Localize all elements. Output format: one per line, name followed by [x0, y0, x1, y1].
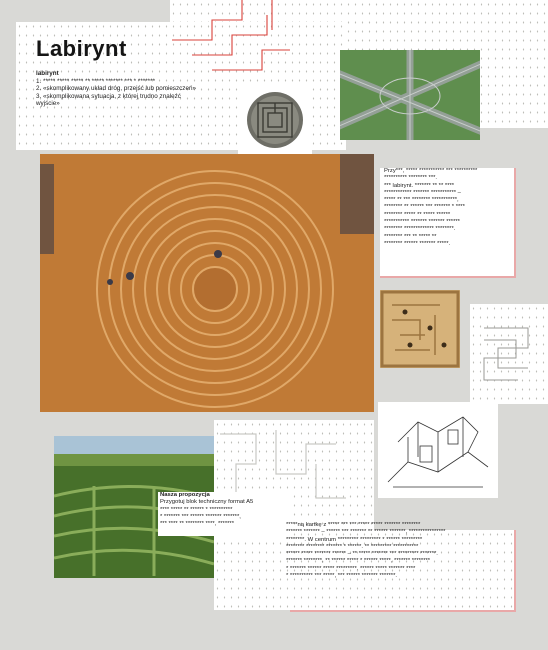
- proposal-box: [158, 492, 292, 536]
- tilt-maze-photo: [380, 290, 460, 368]
- description-line-4: ************ ******* *********** –: [384, 189, 461, 196]
- instructions-line-5: ****** ***** ******* ****** – ** ***** ******* *** ********* *******.: [286, 551, 438, 558]
- highway-interchange-photo: [340, 50, 480, 140]
- instructions-border-bottom: [290, 610, 516, 612]
- instructions-box: [286, 522, 512, 580]
- maze-doodle-top: [172, 0, 292, 80]
- description-line-2: ********** ******** ***.: [384, 175, 438, 182]
- ancient-labyrinth-coin: [238, 84, 312, 156]
- escher-drawing: [378, 402, 498, 498]
- description-border-right: [514, 168, 516, 278]
- description-box: [380, 168, 514, 276]
- description-line-10: ******** *** ** ***** **: [384, 233, 437, 240]
- instructions-line-3: ********. W centrum ********* ********* * ****** *********: [286, 536, 423, 543]
- description-line-11: ******** ****** ******* *****.: [384, 240, 451, 247]
- description-line-8: *********** ******* ******* ******: [384, 219, 460, 226]
- definition-heading: labirynt: [36, 70, 59, 77]
- instructions-line-6: ******* ********, ** ****** ***** * ****** *****, ******* ********: [286, 558, 431, 565]
- page-title: Labirynt: [36, 36, 127, 61]
- description-line-7: ******** ***** ** ***** ******: [384, 211, 451, 218]
- description-line-6: ******** ** ****** *** ******* * ****: [384, 204, 465, 211]
- proposal-line-4: *** **** ** ******** ****, *******: [160, 521, 235, 528]
- instructions-line-1: *****ną kartkę z ***** *** *** ***** ***** ******* ********: [286, 522, 421, 528]
- description-line-3: *** labirynt. ******* ** ** ****: [384, 182, 455, 189]
- description-line-1: Przy***, ***** *********** *** **********: [384, 168, 478, 174]
- description-line-9: ******** ************* ********.: [384, 226, 456, 233]
- proposal-line-1: Przygotuj blok techniczny format A5: [160, 499, 254, 506]
- description-border-bottom: [380, 276, 516, 278]
- impossible-architecture-drawing: [378, 402, 498, 498]
- proposal-heading: Nasza propozycja: [160, 492, 210, 498]
- description-line-5: ***** ** *** ******** ***********,: [384, 197, 459, 204]
- proposal-line-2: **** ***** ** ****** * **********: [160, 506, 233, 513]
- coin-photo: [238, 84, 312, 156]
- cathedral-labyrinth-photo: [40, 154, 374, 412]
- wooden-tilt-maze-toy: [380, 290, 460, 368]
- highway-roads-graphic: [340, 50, 480, 140]
- labyrinth-floor-graphic: [40, 154, 374, 412]
- instructions-line-2: ******* ******* – ****** *** ******* ** ****** *******, ****************: [286, 529, 446, 536]
- instructions-line-7: * ******* ****** ***** *********. ****** ***** ******* ****: [286, 565, 416, 572]
- proposal-line-3: * ******* *** ****** ******* *******,: [160, 513, 241, 520]
- definition-item-3: 3. «skomplikowana sytuacja, z której trudno znaleźć wyjście»: [36, 92, 181, 108]
- instructions-line-8: * ********** *** *****, *** ****** ******* *******.: [286, 573, 398, 580]
- instructions-border-right: [514, 530, 516, 612]
- definition-item-1: 1. ***** ***** ***** ** ***** ******* *** * *******: [36, 77, 156, 85]
- definition-item-2: 2. «skomplikowany układ dróg, przejść lub pomieszczeń»: [36, 85, 196, 93]
- maze-doodle-right: [478, 318, 538, 388]
- definition-box: [36, 70, 196, 108]
- instructions-line-4: ******** ******** ******* * ******. ** ********* ***********: [286, 543, 419, 550]
